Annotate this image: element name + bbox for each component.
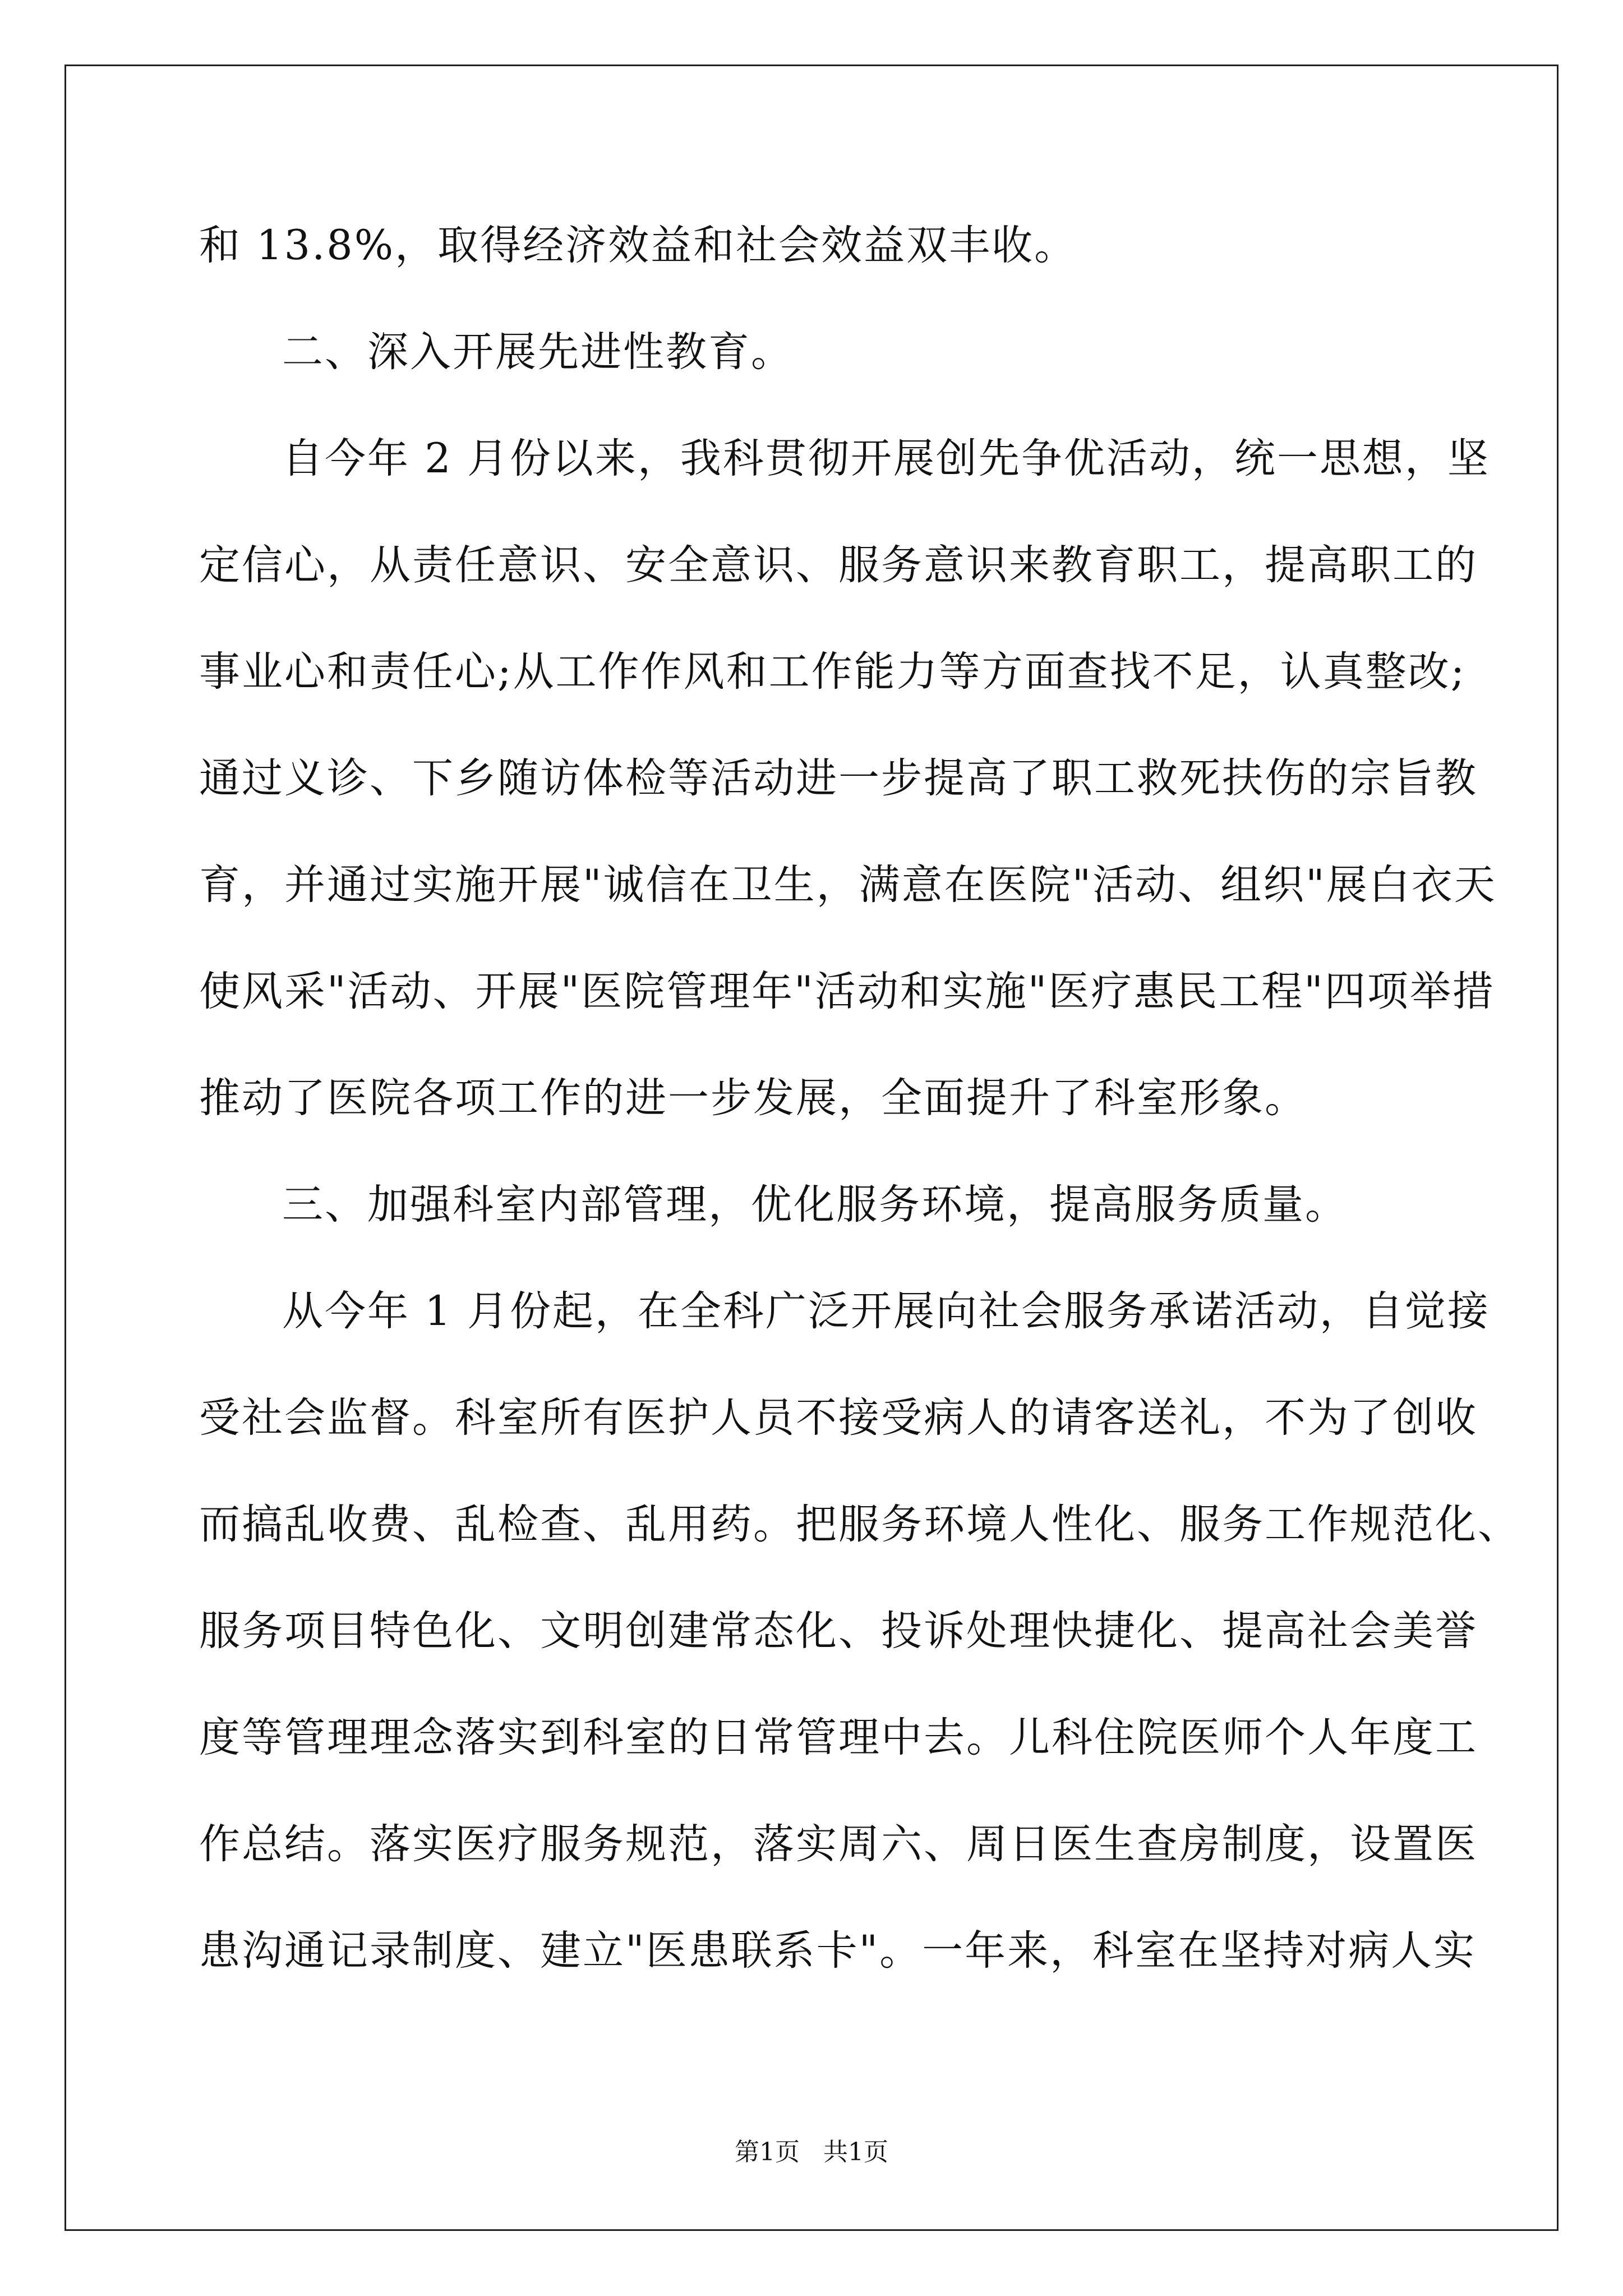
text-line: 度等管理理念落实到科室的日常管理中去。儿科住院医师个人年度工	[199, 1714, 1478, 1761]
text-line: 和 13.8%，取得经济效益和社会效益双丰收。	[199, 222, 1077, 269]
section-heading: 三、加强科室内部管理，优化服务环境，提高服务质量。	[282, 1181, 1348, 1228]
text-line: 患沟通记录制度、建立"医患联系卡"。一年来，科室在坚持对病人实	[199, 1927, 1477, 1975]
text-line: 通过义诊、下乡随访体检等活动进一步提高了职工救死扶伤的宗旨教	[199, 754, 1478, 802]
section-heading: 二、深入开展先进性教育。	[282, 328, 794, 376]
text-line: 受社会监督。科室所有医护人员不接受病人的请客送礼，不为了创收	[199, 1394, 1478, 1442]
page-number-footer: 第1页 共1页	[735, 2138, 888, 2166]
text-line: 作总结。落实医疗服务规范，落实周六、周日医生查房制度，设置医	[199, 1820, 1478, 1868]
text-line: 定信心，从责任意识、安全意识、服务意识来教育职工，提高职工的	[199, 541, 1478, 589]
text-line: 事业心和责任心;从工作作风和工作能力等方面查找不足，认真整改;	[199, 648, 1467, 696]
text-line: 而搞乱收费、乱检查、乱用药。把服务环境人性化、服务工作规范化、	[199, 1501, 1520, 1548]
paragraph-start: 自今年 2 月份以来，我科贯彻开展创先争优活动，统一思想，坚	[282, 435, 1490, 482]
text-line: 推动了医院各项工作的进一步发展，全面提升了科室形象。	[199, 1074, 1307, 1122]
paragraph-start: 从今年 1 月份起，在全科广泛开展向社会服务承诺活动，自觉接	[282, 1287, 1490, 1335]
document-body	[199, 212, 1520, 2024]
text-line: 使风采"活动、开展"医院管理年"活动和实施"医疗惠民工程"四项举措	[199, 968, 1495, 1015]
text-line: 服务项目特色化、文明创建常态化、投诉处理快捷化、提高社会美誉	[199, 1607, 1478, 1655]
text-line: 育，并通过实施开展"诚信在卫生，满意在医院"活动、组织"展白衣天	[199, 861, 1497, 909]
